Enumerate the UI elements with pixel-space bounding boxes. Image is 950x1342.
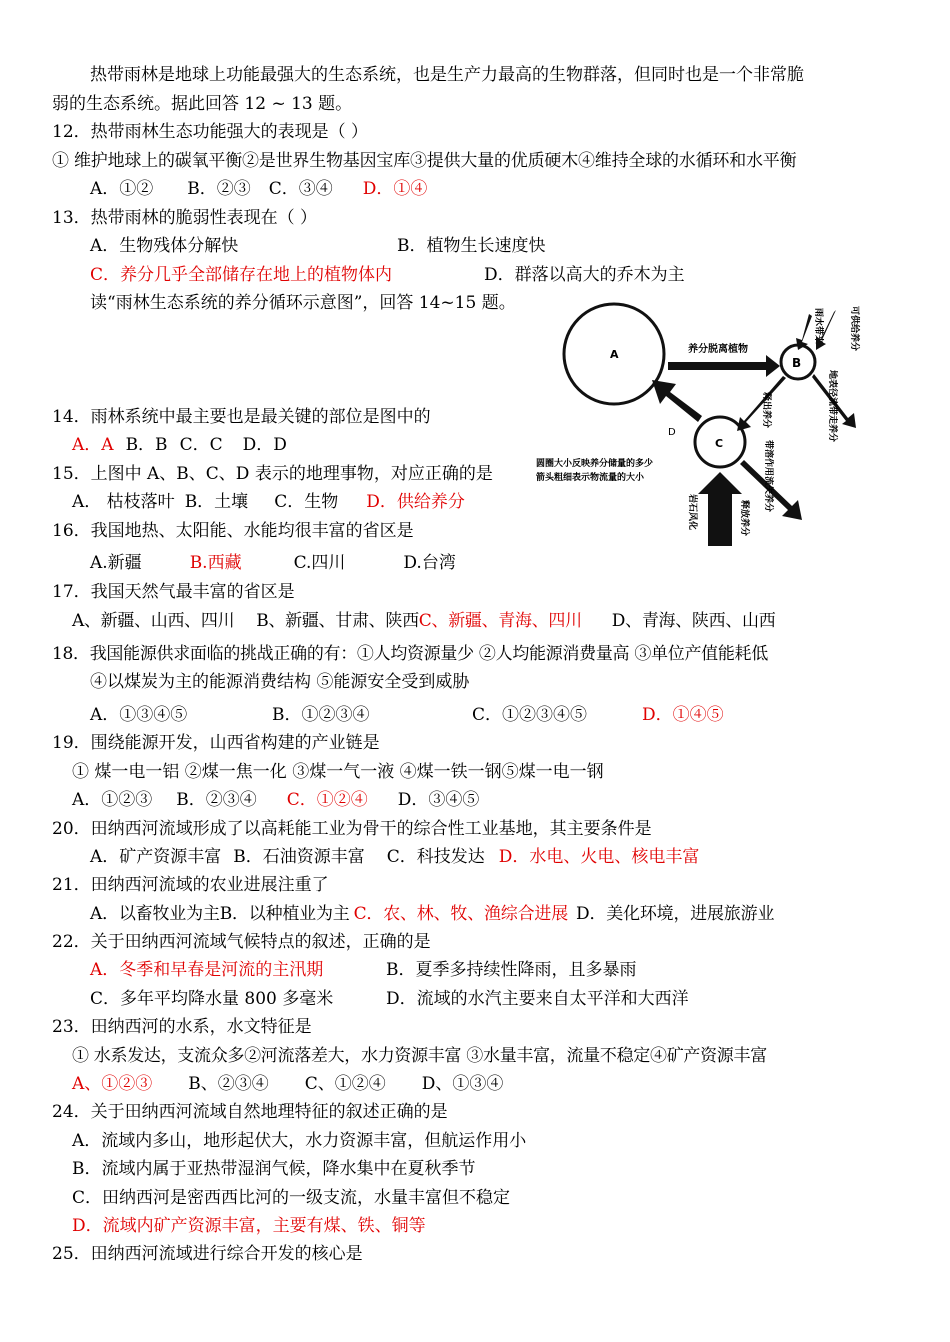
q18-option-c: C．①②③④⑤ <box>472 705 588 725</box>
diagram-note-2: 箭头粗细表示物流量的大小 <box>536 473 645 483</box>
q23-options <box>72 1073 503 1095</box>
q15-stem: 15．上图中 A、B、C、D 表示的地理事物，对应正确的是 <box>52 464 493 484</box>
q23-option-b: B、②③④ <box>188 1074 269 1094</box>
q19-option-d: D．③④⑤ <box>397 790 480 810</box>
q20-option-d: D．水电、火电、核电丰富 <box>498 847 700 867</box>
q18-option-d: D．①④⑤ <box>642 705 724 725</box>
q13-option-a: A．生物残体分解快 <box>90 236 239 256</box>
arrow-rain-in <box>796 314 812 350</box>
q21-options <box>90 903 774 925</box>
q19-option-c: C．①②④ <box>286 790 368 810</box>
q12-stem: 12．热带雨林生态功能强大的表现是（ ） <box>52 122 369 142</box>
q16-options <box>90 552 456 574</box>
diagram-note-1: 圆圈大小反映养分储量的多少 <box>536 459 654 469</box>
q15-option-d: D．供给养分 <box>366 492 465 512</box>
q16-option-d: D.台湾 <box>403 553 456 573</box>
q15-option-a: A． 枯枝落叶 <box>72 492 175 512</box>
leach-c-label: 带溶作用流失养分 <box>763 440 773 513</box>
q14-option-d: D．D <box>242 435 287 455</box>
release-up-label: 释放养分 <box>739 500 749 537</box>
runoff-b-label: 地表径流带走养分 <box>827 370 837 443</box>
q16-option-a: A.新疆 <box>90 553 142 573</box>
q23-option-a: A、①②③ <box>72 1074 153 1094</box>
q17-options <box>72 610 775 632</box>
q15-option-b: B．土壤 <box>184 492 249 512</box>
q22-stem: 22．关于田纳西河流域气候特点的叙述，正确的是 <box>52 932 431 952</box>
arrow-ab-label: 养分脱离植物 <box>688 344 748 355</box>
q14-option-a: A．A <box>72 435 114 455</box>
label-c: C <box>715 437 724 450</box>
q20-option-a: A．矿产资源丰富 <box>90 847 222 867</box>
q17-option-a: A、新疆、山西、四川 <box>72 611 235 631</box>
q17-stem: 17．我国天然气最丰富的省区是 <box>52 582 295 602</box>
q13-option-c: C．养分几乎全部储存在地上的植物体内 <box>90 265 393 285</box>
q14-stem: 14．雨林系统中最主要也是最关键的部位是图中的 <box>52 407 431 427</box>
q15-option-c: C．生物 <box>274 492 339 512</box>
nutrient-cycle-diagram <box>530 300 890 562</box>
release-bc-label: 释出养分 <box>761 392 771 429</box>
q14-option-b: B．B <box>125 435 168 455</box>
q16-option-c: C.四川 <box>293 553 346 573</box>
q20-options <box>90 846 699 868</box>
q18-stem: 18．我国能源供求面临的挑战正确的有：①人均资源量少 ②人均能源消费量高 ③单位产值能耗低 <box>52 644 768 664</box>
q25-stem: 25．田纳西河流域进行综合开发的核心是 <box>52 1244 363 1264</box>
arrow-a-to-b <box>668 355 780 377</box>
rain-in-label: 雨水带来 <box>813 308 823 345</box>
q12-statements: ① 维护地球上的碳氧平衡②是世界生物基因宝库③提供大量的优质硬木④维持全球的水循环和水平衡 <box>52 151 797 171</box>
label-a: A <box>610 348 619 361</box>
q12-option-c: C．③④ <box>268 179 333 199</box>
weathering-label: 岩石风化 <box>687 494 697 531</box>
q13-option-d: D．群落以高大的乔木为主 <box>484 265 685 285</box>
fertilizer-label: 可供给养分 <box>849 306 859 352</box>
q22-option-d: D．流域的水汽主要来自太平洋和大西洋 <box>386 989 689 1009</box>
q19-stem: 19．围绕能源开发，山西省构建的产业链是 <box>52 733 380 753</box>
q12-option-a: A．①② <box>90 179 154 199</box>
q12-options <box>90 178 427 200</box>
label-d: D <box>668 427 676 438</box>
q21-option-b: B．以种植业为主 <box>219 904 350 924</box>
q13-option-b: B．植物生长速度快 <box>397 236 546 256</box>
q20-option-b: B．石油资源丰富 <box>233 847 365 867</box>
q18-option-b: B．①②③④ <box>272 705 370 725</box>
q12-option-d: D．①④ <box>362 179 428 199</box>
q24-option-d: D．流域内矿产资源丰富，主要有煤、铁、铜等 <box>72 1216 426 1236</box>
q20-option-c: C．科技发达 <box>386 847 485 867</box>
q17-option-b: B、新疆、甘肃、陕西 <box>256 611 419 631</box>
q23-stem: 23．田纳西河的水系，水文特征是 <box>52 1017 312 1037</box>
q12-option-b: B．②③ <box>187 179 251 199</box>
q23-option-c: C、①②④ <box>304 1074 386 1094</box>
q17-option-d: D、青海、陕西、山西 <box>611 611 776 631</box>
q18-option-a: A．①③④⑤ <box>90 705 188 725</box>
read-prompt: 读“雨林生态系统的养分循环示意图”，回答 14~15 题。 <box>90 293 516 313</box>
q22-option-a: A．冬季和早春是河流的主汛期 <box>90 960 324 980</box>
q21-stem: 21．田纳西河流域的农业进展注重了 <box>52 875 329 895</box>
q24-stem: 24．关于田纳西河流域自然地理特征的叙述正确的是 <box>52 1102 448 1122</box>
q13-stem: 13．热带雨林的脆弱性表现在（ ） <box>52 208 318 228</box>
q19-statements: ① 煤一电一铝 ②煤一焦一化 ③煤一气一液 ④煤一铁一钢⑤煤一电一钢 <box>72 762 604 782</box>
q21-option-d: D．美化环境，进展旅游业 <box>576 904 775 924</box>
arrow-weathering <box>698 472 742 546</box>
arrow-c-to-a <box>652 380 702 422</box>
q14-options <box>72 434 287 456</box>
q19-options <box>72 789 479 811</box>
q21-option-c: C．农、林、牧、渔综合进展 <box>353 904 569 924</box>
q24-option-a: A．流域内多山，地形起伏大，水力资源丰富，但航运作用小 <box>72 1131 527 1151</box>
intro-line-1: 热带雨林是地球上功能最强大的生态系统，也是生产力最高的生物群落，但同时也是一个非常脆 <box>90 65 804 85</box>
q24-option-c: C．田纳西河是密西西比河的一级支流，水量丰富但不稳定 <box>72 1188 511 1208</box>
label-b: B <box>792 356 802 370</box>
q18-stem-2: ④以煤炭为主的能源消费结构 ⑤能源安全受到威胁 <box>90 672 470 692</box>
q20-stem: 20．田纳西河流域形成了以高耗能工业为骨干的综合性工业基地，其主要条件是 <box>52 819 652 839</box>
q23-statements: ① 水系发达，支流众多②河流落差大，水力资源丰富 ③水量丰富，流量不稳定④矿产资源丰富 <box>72 1046 767 1066</box>
q22-option-b: B．夏季多持续性降雨，且多暴雨 <box>386 960 637 980</box>
q22-option-c: C．多年平均降水量 800 多毫米 <box>90 989 334 1009</box>
q14-option-c: C．C <box>179 435 223 455</box>
q16-option-b: B.西藏 <box>189 553 242 573</box>
intro-line-2: 弱的生态系统。据此回答 12 ~ 13 题。 <box>52 94 353 114</box>
q15-options <box>72 491 465 513</box>
q17-option-c: C、新疆、青海、四川 <box>418 611 582 631</box>
q16-stem: 16．我国地热、太阳能、水能均很丰富的省区是 <box>52 521 414 541</box>
q19-option-a: A．①②③ <box>72 790 153 810</box>
q23-option-d: D、①③④ <box>421 1074 504 1094</box>
q21-option-a: A．以畜牧业为主 <box>90 904 220 924</box>
q19-option-b: B．②③④ <box>176 790 257 810</box>
q24-option-b: B．流域内属于亚热带湿润气候，降水集中在夏秋季节 <box>72 1159 476 1179</box>
